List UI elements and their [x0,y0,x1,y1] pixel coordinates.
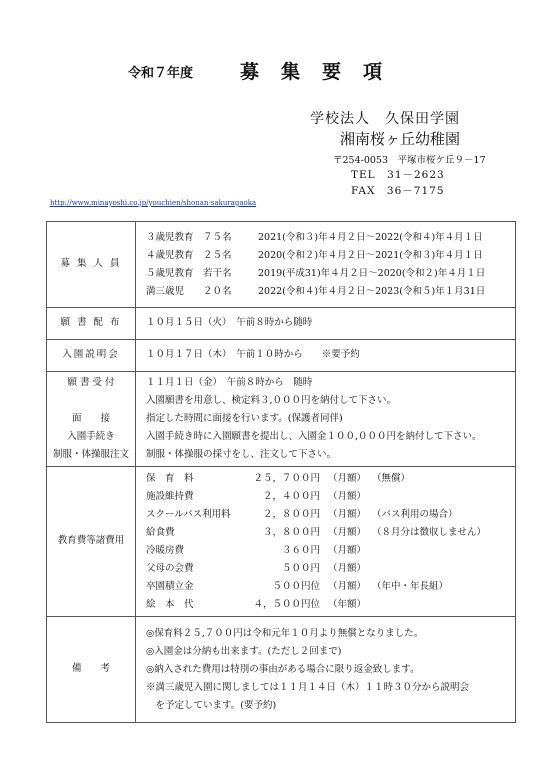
procedure-line: 入園手続き時に入園願書を提出し、入園金１００,０００円を納付して下さい。 [146,431,482,442]
remark-line: ◎納入された費用は特別の事由がある場合に限り返金致します。 [146,663,420,675]
procedure-label: 願 書 受 付 [67,377,115,388]
remarks-label: 備 考 [47,617,136,723]
fees-label: 教育費等諸費用 [47,467,136,617]
fee-item: 保 育 料 ２５，７００円 （月額） （無償） [146,472,411,484]
procedure-line: 制服・体操服の採寸をし、注文して下さい。 [146,449,337,460]
remark-line: ※満三歳児入園に関しましては１１月１４日（木）１１時３０分から説明会 [146,681,470,693]
briefing-label: 入園説明会 [47,340,136,372]
procedure-line: １１月１日（金） 午前８時から 随時 [146,377,313,388]
recruit-item: 満三歳児 ２０名 2022(令和４)年４月２日～2023(令和５)年１月31日 [146,285,486,297]
recruit-content [136,222,516,308]
page-title: 募集要項 [240,61,405,83]
school-name: 湘南桜ヶ丘幼稚園 [340,130,461,148]
fee-item: スクールバス利用料 ２，８００円 （月額） （バス利用の場合） [146,508,458,520]
procedures-content [136,372,516,467]
procedure-label: 制服・体操服注文 [52,449,129,460]
distribution-text: １０月１５日（火） 午前８時から随時 [136,308,516,340]
recruit-item: ３歳児教育 ７５名 2021(令和３)年４月２日～2022(令和４)年４月１日 [146,231,483,243]
remark-line: ◎保育料２５,７００円は令和元年１０月より無償となりました。 [146,627,424,639]
procedures-labels [47,372,136,467]
school-fax: FAX 36－7175 [351,185,445,197]
school-url-link[interactable]: http://www.minayoshi.co.jp/youchien/shonan-sakuragaoka [50,199,257,207]
recruit-item: ４歳児教育 ２５名 2020(令和２)年４月２日～2021(令和３)年４月１日 [146,249,483,261]
remarks-row [47,617,516,723]
fee-item: 冷暖房費 ３６０円 （月額） [146,544,367,556]
distribution-row [47,308,516,340]
recruit-row [47,222,516,308]
distribution-label: 願 書 配 布 [47,308,136,340]
recruit-item: ５歳児教育 若干名 2019(平成31)年４月２日～2020(令和２)年４月１日 [146,267,486,279]
fee-item: 卒園積立金 ５００円位 （月額） （年中・年長組） [146,580,449,592]
fee-item: 父母の会費 ５００円 （月額） [146,562,367,574]
procedure-label: 入園手続き [67,431,115,442]
fee-item: 施設維持費 ２，４００円 （月額） [146,490,367,502]
fee-item: 絵 本 代 ４，５００円位 （年額） [146,598,367,610]
briefing-text: １０月１７日（木） 午前１０時から ※要予約 [136,340,516,372]
remark-line: を予定しています。(要予約) [146,699,277,711]
procedure-line: 入園願書を用意し、検定料３,０００円を納付して下さい。 [146,395,397,406]
requirements-table [46,221,516,723]
school-corporation: 学校法人 久保田学園 [310,111,460,127]
year-label: 令和７年度 [128,66,194,81]
school-tel: TEL 31－2623 [351,169,445,181]
fees-content [136,467,516,617]
recruit-label: 募 集 人 員 [47,222,136,308]
school-address: 〒254-0053 平塚市桜ケ丘９－17 [333,155,486,166]
remark-line: ◎入園金は分納も出来ます。(ただし２回まで) [146,645,342,657]
procedure-line: 指定した時間に面接を行います。(保護者同伴) [146,413,343,424]
briefing-row [47,340,516,372]
fee-item: 給食費 ３，８００円 （月額） （８月分は徴収しません） [146,526,487,538]
remarks-content [136,617,516,723]
fees-row [47,467,516,617]
procedures-row [47,372,516,467]
procedure-label: 面 接 [71,413,110,424]
procedure-label [47,392,135,410]
